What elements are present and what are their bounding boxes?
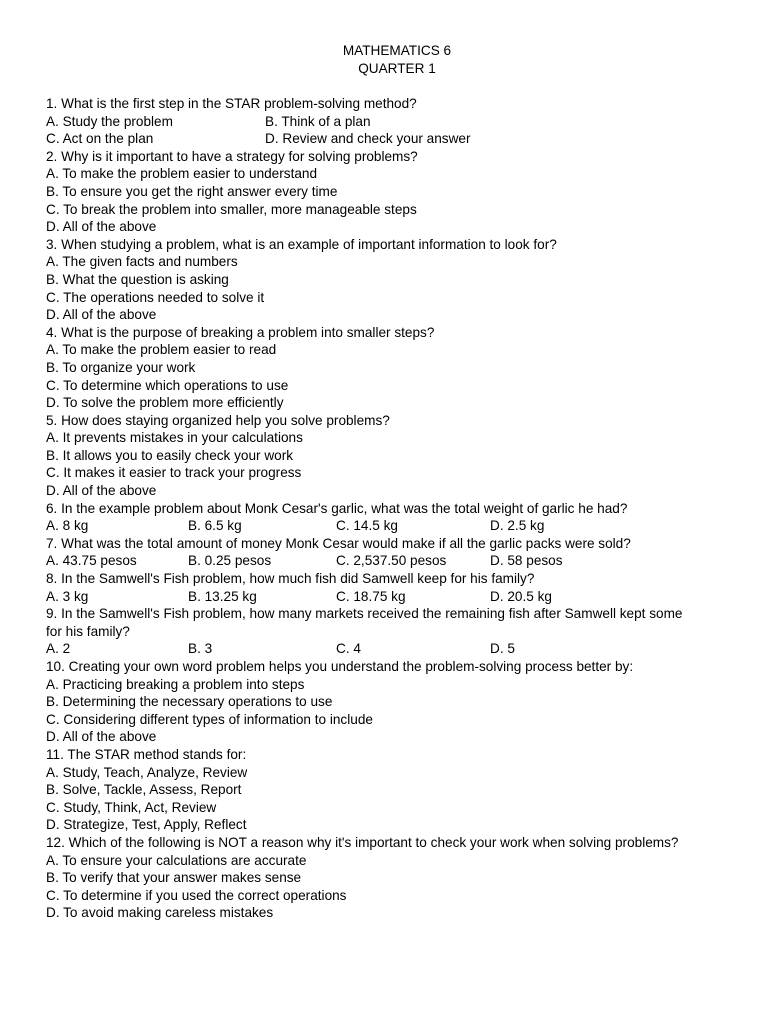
choice-c: C. 4	[336, 641, 361, 657]
question-8: 8. In the Samwell's Fish problem, how much fish did Samwell keep for his family?	[46, 571, 535, 587]
choice-b: B. Solve, Tackle, Assess, Report	[46, 782, 242, 798]
choice-row	[46, 552, 726, 570]
choice-c: C. To determine which operations to use	[46, 377, 289, 393]
choice-d: D. 20.5 kg	[490, 588, 552, 604]
question-list	[46, 95, 726, 922]
choice-a: A. 2	[46, 641, 71, 657]
choice-a: A. 43.75 pesos	[46, 553, 137, 569]
choice-b: B. To organize your work	[46, 359, 196, 375]
choice-a: A. The given facts and numbers	[46, 254, 238, 270]
choice-c: C. Act on the plan	[46, 131, 154, 147]
choice-d: D. All of the above	[46, 483, 157, 499]
choice-b: B. 3	[188, 641, 213, 657]
choice-row	[46, 640, 726, 658]
choice-d: D. All of the above	[46, 729, 157, 745]
choice-row	[46, 130, 726, 148]
choice-b: B. 6.5 kg	[188, 518, 242, 534]
question-9-continued: for his family?	[46, 623, 130, 639]
choice-d: D. To solve the problem more efficiently	[46, 395, 284, 411]
choice-d: D. All of the above	[46, 307, 157, 323]
choice-a: A. To make the problem easier to understand	[46, 166, 318, 182]
choice-d: D. Strategize, Test, Apply, Reflect	[46, 817, 247, 833]
question-2: 2. Why is it important to have a strategy for solving problems?	[46, 148, 418, 164]
choice-c: C. To determine if you used the correct operations	[46, 887, 347, 903]
choice-c: C. 14.5 kg	[336, 518, 398, 534]
question-4: 4. What is the purpose of breaking a problem into smaller steps?	[46, 324, 435, 340]
choice-row	[46, 517, 726, 535]
question-6: 6. In the example problem about Monk Cesar's garlic, what was the total weight of garlic he had?	[46, 500, 628, 516]
choice-b: B. Think of a plan	[265, 113, 371, 129]
choice-b: B. What the question is asking	[46, 271, 229, 287]
question-3: 3. When studying a problem, what is an example of important information to look for?	[46, 236, 557, 252]
question-7: 7. What was the total amount of money Monk Cesar would make if all the garlic packs were sold?	[46, 535, 631, 551]
question-12: 12. Which of the following is NOT a reason why it's important to check your work when solving problems?	[46, 834, 679, 850]
choice-d: D. Review and check your answer	[265, 131, 471, 147]
choice-c: C. To break the problem into smaller, more manageable steps	[46, 201, 417, 217]
choice-c: C. 18.75 kg	[336, 588, 406, 604]
choice-a: A. 8 kg	[46, 518, 89, 534]
choice-b: B. Determining the necessary operations to use	[46, 694, 333, 710]
question-5: 5. How does staying organized help you solve problems?	[46, 412, 390, 428]
choice-d: D. All of the above	[46, 219, 157, 235]
quarter-title: QUARTER 1	[358, 61, 436, 76]
choice-a: A. To make the problem easier to read	[46, 342, 277, 358]
choice-a: A. Study the problem	[46, 113, 173, 129]
choice-a: A. Practicing breaking a problem into steps	[46, 676, 305, 692]
question-10: 10. Creating your own word problem helps you understand the problem-solving process better by:	[46, 659, 634, 674]
choice-d: D. 58 pesos	[490, 553, 563, 569]
choice-b: B. It allows you to easily check your work	[46, 447, 294, 463]
choice-c: C. It makes it easier to track your progress	[46, 465, 302, 481]
question-1: 1. What is the first step in the STAR problem-solving method?	[46, 96, 417, 111]
choice-a: A. 3 kg	[46, 588, 89, 604]
choice-b: B. 0.25 pesos	[188, 553, 272, 569]
choice-b: B. To verify that your answer makes sense	[46, 870, 302, 886]
question-11: 11. The STAR method stands for:	[46, 746, 247, 762]
choice-c: C. 2,537.50 pesos	[336, 553, 447, 569]
subject-title: MATHEMATICS 6	[342, 43, 452, 58]
choice-d: D. 5	[490, 641, 515, 657]
choice-d: D. 2.5 kg	[490, 518, 545, 534]
choice-b: B. 13.25 kg	[188, 588, 257, 604]
choice-a: A. It prevents mistakes in your calculations	[46, 430, 303, 446]
question-9: 9. In the Samwell's Fish problem, how many markets received the remaining fish after Samwell kept some	[46, 606, 683, 622]
choice-d: D. To avoid making careless mistakes	[46, 905, 274, 921]
choice-a: A. To ensure your calculations are accurate	[46, 852, 307, 868]
choice-c: C. The operations needed to solve it	[46, 289, 265, 305]
choice-b: B. To ensure you get the right answer every time	[46, 183, 338, 199]
choice-c: C. Considering different types of information to include	[46, 711, 373, 727]
choice-row	[46, 588, 726, 606]
choice-a: A. Study, Teach, Analyze, Review	[46, 764, 248, 780]
choice-row	[46, 113, 726, 131]
choice-c: C. Study, Think, Act, Review	[46, 799, 217, 815]
